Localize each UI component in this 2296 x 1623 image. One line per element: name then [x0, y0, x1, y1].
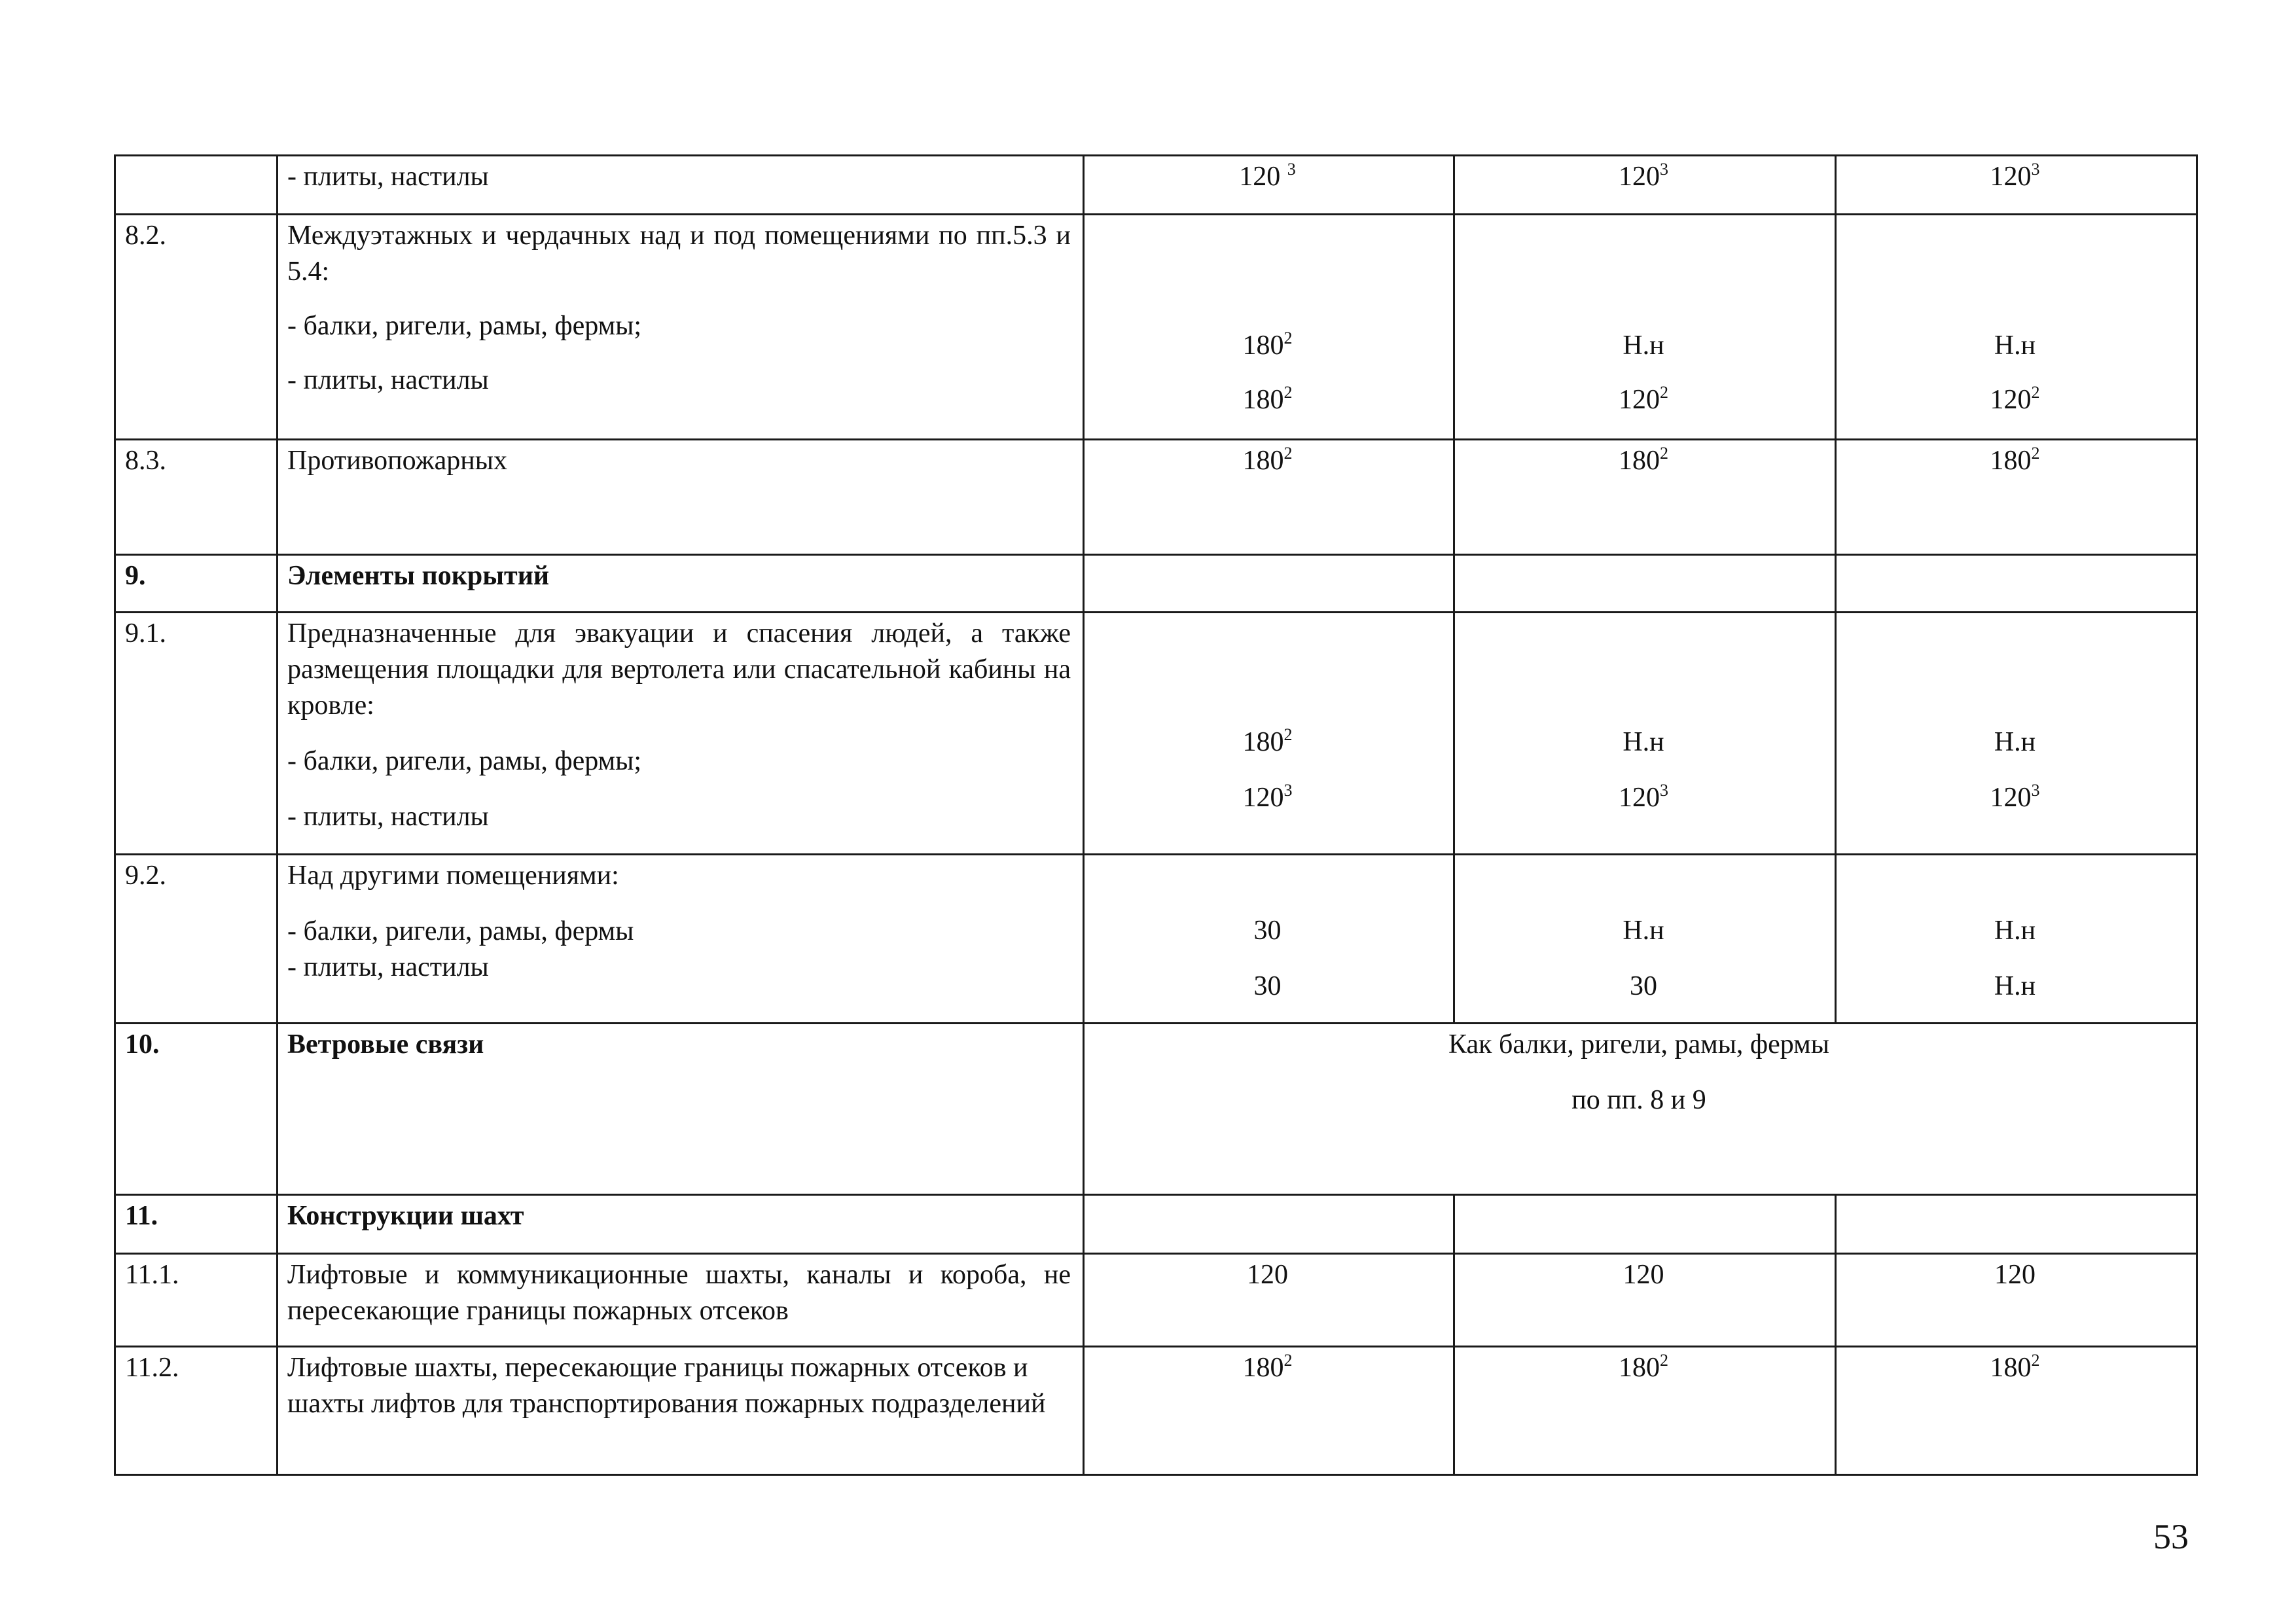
row-number: 11.1.: [115, 1254, 278, 1347]
value-cell-col2: $180^2$: [1454, 1347, 1836, 1475]
value-cell-col1: $180^2$: [1084, 440, 1454, 555]
section-number: 9.: [115, 555, 278, 613]
value-cell-col1: 30 30: [1084, 855, 1454, 1024]
section-title: Элементы покрытий: [278, 555, 1084, 613]
row-description: Над другими помещениями: - балки, ригели, рамы, фермы - плиты, настилы: [278, 855, 1084, 1024]
value-cell-col2: Н.н $120^2$: [1454, 215, 1836, 440]
fire-resistance-table: [114, 154, 2198, 1476]
row-number: 8.3.: [115, 440, 278, 555]
row-description: Междуэтажных и чердачных над и под помещениями по пп.5.3 и 5.4: - балки, ригели, рамы, фермы; - плиты, настилы: [278, 215, 1084, 440]
table-row: [115, 613, 2197, 855]
empty-cell: [1454, 555, 1836, 613]
empty-cell: [1836, 1195, 2197, 1254]
value-cell-col2: $180^2$: [1454, 440, 1836, 555]
empty-cell: [1084, 555, 1454, 613]
row-number: 8.2.: [115, 215, 278, 440]
value-cell-col2: Н.н $120^3$: [1454, 613, 1836, 855]
value-cell-col1: $180^2$ $120^3$: [1084, 613, 1454, 855]
value-cell-col3: Н.н $120^2$: [1836, 215, 2197, 440]
row-number: 9.1.: [115, 613, 278, 855]
row-number: 9.2.: [115, 855, 278, 1024]
table-row: [115, 1347, 2197, 1475]
value-cell-col2: 120: [1454, 1254, 1836, 1347]
value-cell-col3: Н.н $120^3$: [1836, 613, 2197, 855]
section-number: 11.: [115, 1195, 278, 1254]
value-cell-col1: $180^2$ $180^2$: [1084, 215, 1454, 440]
table-row: [115, 1254, 2197, 1347]
table-row: [115, 215, 2197, 440]
table-row: [115, 855, 2197, 1024]
value-cell-col3: $120^3$: [1836, 156, 2197, 215]
page-number: 53: [2153, 1517, 2189, 1556]
empty-cell: [1836, 555, 2197, 613]
value-cell-col3: 120: [1836, 1254, 2197, 1347]
section-title: Конструкции шахт: [278, 1195, 1084, 1254]
row-description: Лифтовые и коммуникационные шахты, каналы и короба, не пересекающие границы пожарных отсеков: [278, 1254, 1084, 1347]
value-cell-col1: 120: [1084, 1254, 1454, 1347]
empty-cell: [1454, 1195, 1836, 1254]
value-cell-col3: $180^2$: [1836, 1347, 2197, 1475]
value-cell-col1: $180^2$: [1084, 1347, 1454, 1475]
value-cell-col2: $120^3$: [1454, 156, 1836, 215]
table-row: [115, 1024, 2197, 1195]
section-number: 10.: [115, 1024, 278, 1195]
value-cell-col2: Н.н 30: [1454, 855, 1836, 1024]
row-description: Противопожарных: [278, 440, 1084, 555]
row-description: Лифтовые шахты, пересекающие границы пожарных отсеков и шахты лифтов для транспортирования пожарных подразделений: [278, 1347, 1084, 1475]
row-description: Предназначенные для эвакуации и спасения людей, а также размещения площадки для вертолета или спасательной кабины на кровле: - балки, ригели, рамы, фермы; - плиты, настилы: [278, 613, 1084, 855]
merged-value-cell: Как балки, ригели, рамы, фермы по пп. 8 и 9: [1084, 1024, 2197, 1195]
row-number: 11.2.: [115, 1347, 278, 1475]
value-cell-col3: Н.н Н.н: [1836, 855, 2197, 1024]
value-cell-col1: 120 $^3$: [1084, 156, 1454, 215]
empty-cell: [1084, 1195, 1454, 1254]
table-row: [115, 156, 2197, 215]
row-description: - плиты, настилы: [278, 156, 1084, 215]
table-row: [115, 555, 2197, 613]
table-row: [115, 1195, 2197, 1254]
value-cell-col3: $180^2$: [1836, 440, 2197, 555]
section-title: Ветровые связи: [278, 1024, 1084, 1195]
row-number: [115, 156, 278, 215]
table-row: [115, 440, 2197, 555]
